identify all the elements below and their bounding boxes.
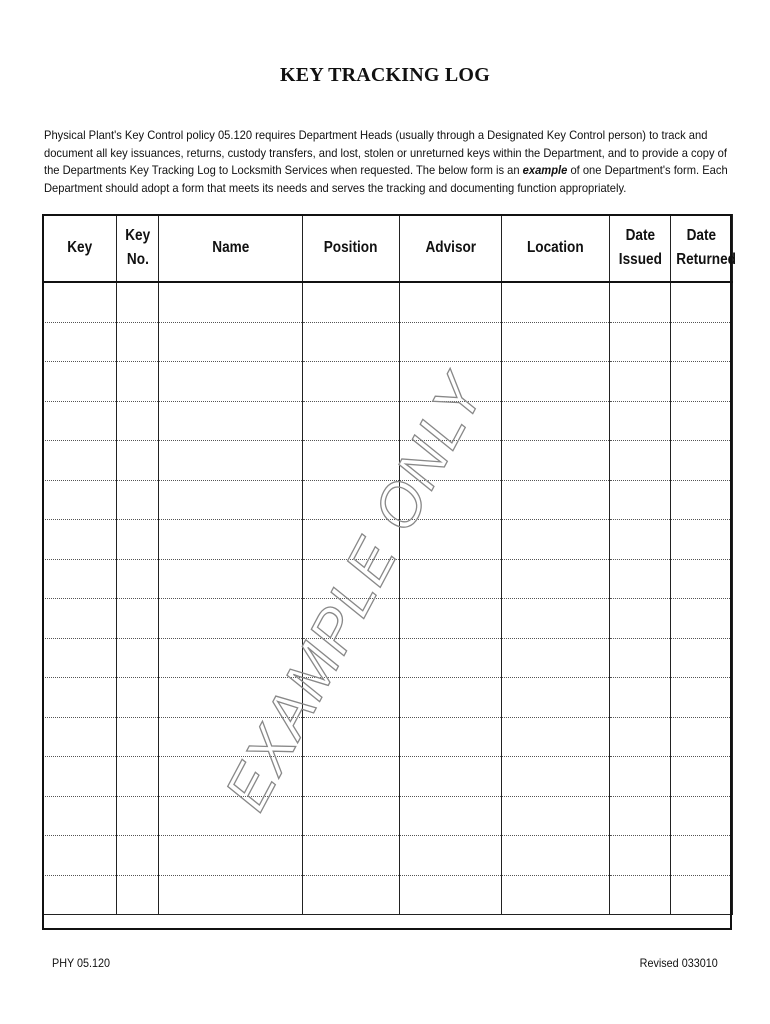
table-cell[interactable]	[303, 836, 400, 876]
table-cell[interactable]	[502, 282, 610, 322]
example-only-watermark: EXAMPLE ONLY	[211, 363, 498, 821]
table-cell[interactable]	[117, 362, 159, 402]
table-cell[interactable]	[671, 875, 733, 915]
table-cell[interactable]	[502, 362, 610, 402]
table-cell[interactable]	[610, 875, 671, 915]
table-cell[interactable]	[671, 362, 733, 402]
table-cell[interactable]	[400, 559, 502, 599]
table-cell[interactable]	[610, 362, 671, 402]
table-cell[interactable]	[43, 717, 117, 757]
table-cell[interactable]	[43, 599, 117, 639]
table-cell[interactable]	[159, 559, 303, 599]
table-row	[43, 836, 733, 876]
revision-date: Revised 033010	[639, 956, 718, 970]
table-cell[interactable]	[159, 441, 303, 481]
table-cell[interactable]	[117, 757, 159, 797]
header-name: Name	[159, 215, 303, 283]
table-cell[interactable]	[303, 875, 400, 915]
table-cell[interactable]	[43, 559, 117, 599]
table-cell[interactable]	[303, 282, 400, 322]
header-date-returned: Date Returned	[671, 215, 733, 283]
table-cell[interactable]	[502, 520, 610, 560]
table-cell[interactable]	[159, 520, 303, 560]
table-cell[interactable]	[159, 480, 303, 520]
table-cell[interactable]	[610, 441, 671, 481]
table-cell[interactable]	[610, 401, 671, 441]
table-cell[interactable]	[43, 362, 117, 402]
table-cell[interactable]	[502, 638, 610, 678]
table-cell[interactable]	[159, 282, 303, 322]
table-cell[interactable]	[303, 401, 400, 441]
table-cell[interactable]	[117, 322, 159, 362]
header-position: Position	[303, 215, 400, 283]
table-cell[interactable]	[671, 796, 733, 836]
table-cell[interactable]	[43, 480, 117, 520]
form-number: PHY 05.120	[52, 956, 111, 970]
table-row	[43, 717, 733, 757]
table-cell[interactable]	[159, 836, 303, 876]
table-row	[43, 401, 733, 441]
table-cell[interactable]	[43, 836, 117, 876]
table-cell[interactable]	[610, 282, 671, 322]
table-cell[interactable]	[502, 401, 610, 441]
table-cell[interactable]	[671, 678, 733, 718]
table-cell[interactable]	[502, 836, 610, 876]
table-cell[interactable]	[671, 520, 733, 560]
table-cell[interactable]	[610, 757, 671, 797]
table-row	[43, 875, 733, 915]
table-cell[interactable]	[671, 638, 733, 678]
intro-text-part2: of one Department's form. Each Department should adopt a form that meets its needs and serves the tracking and documenting function appropriately.	[44, 163, 728, 195]
table-cell[interactable]	[610, 836, 671, 876]
table-cell[interactable]	[159, 362, 303, 402]
table-cell[interactable]	[502, 559, 610, 599]
table-cell[interactable]	[43, 757, 117, 797]
table-cell[interactable]	[400, 875, 502, 915]
table-row	[43, 322, 733, 362]
table-cell[interactable]	[159, 401, 303, 441]
table-row	[43, 638, 733, 678]
table-cell[interactable]	[671, 401, 733, 441]
table-cell[interactable]	[502, 796, 610, 836]
table-row	[43, 599, 733, 639]
table-cell[interactable]	[610, 717, 671, 757]
table-cell[interactable]	[502, 441, 610, 481]
table-cell[interactable]	[303, 362, 400, 402]
table-cell[interactable]	[502, 599, 610, 639]
table-cell[interactable]	[502, 717, 610, 757]
table-cell[interactable]	[117, 599, 159, 639]
table-cell[interactable]	[43, 401, 117, 441]
table-cell[interactable]	[671, 282, 733, 322]
table-cell[interactable]	[43, 875, 117, 915]
table-cell[interactable]	[671, 322, 733, 362]
table-cell[interactable]	[43, 520, 117, 560]
page-title: KEY TRACKING LOG	[280, 64, 490, 86]
table-cell[interactable]	[117, 875, 159, 915]
table-cell[interactable]	[159, 875, 303, 915]
table-cell[interactable]	[502, 757, 610, 797]
table-cell[interactable]	[117, 796, 159, 836]
table-cell[interactable]	[117, 678, 159, 718]
table-cell[interactable]	[400, 796, 502, 836]
table-cell[interactable]	[117, 638, 159, 678]
table-cell[interactable]	[43, 638, 117, 678]
header-key: Key	[43, 215, 117, 283]
table-cell[interactable]	[502, 875, 610, 915]
table-cell[interactable]	[117, 282, 159, 322]
intro-emphasis: example	[522, 163, 568, 177]
table-cell[interactable]	[117, 441, 159, 481]
header-advisor: Advisor	[400, 215, 502, 283]
table-cell[interactable]	[610, 796, 671, 836]
table-cell[interactable]	[610, 520, 671, 560]
table-cell[interactable]	[671, 559, 733, 599]
table-row	[43, 757, 733, 797]
table-row	[43, 796, 733, 836]
table-cell[interactable]	[43, 796, 117, 836]
table-cell[interactable]	[400, 599, 502, 639]
table-cell[interactable]	[400, 757, 502, 797]
table-cell[interactable]	[671, 757, 733, 797]
table-cell[interactable]	[671, 599, 733, 639]
table-header-row	[43, 215, 733, 283]
table-cell[interactable]	[43, 678, 117, 718]
table-cell[interactable]	[610, 678, 671, 718]
intro-text-part1: Physical Plant's Key Control policy 05.120 requires Department Heads (usually through a Designated Key Control person) to track and document all key issuances, returns, custody transfers, and lost, stolen or unreturned keys within the Department, and to provide a copy of the Departments Key Tracking Log to Locksmith Services when requested. The below form is an	[44, 128, 727, 177]
table-cell[interactable]	[610, 322, 671, 362]
table-cell[interactable]	[671, 441, 733, 481]
table-cell[interactable]	[43, 441, 117, 481]
table-cell[interactable]	[400, 282, 502, 322]
table-cell[interactable]	[502, 322, 610, 362]
table-cell[interactable]	[610, 638, 671, 678]
table-cell[interactable]	[610, 480, 671, 520]
table-cell[interactable]	[117, 559, 159, 599]
table-cell[interactable]	[400, 322, 502, 362]
table-row	[43, 678, 733, 718]
table-cell[interactable]	[303, 796, 400, 836]
table-cell[interactable]	[117, 401, 159, 441]
table-cell[interactable]	[43, 282, 117, 322]
table-cell[interactable]	[502, 678, 610, 718]
table-cell[interactable]	[671, 717, 733, 757]
header-location: Location	[502, 215, 610, 283]
intro-paragraph	[44, 127, 732, 197]
table-cell[interactable]	[610, 599, 671, 639]
table-cell[interactable]	[117, 520, 159, 560]
header-key-no: Key No.	[117, 215, 159, 283]
table-cell[interactable]	[303, 757, 400, 797]
table-cell[interactable]	[303, 322, 400, 362]
table-cell[interactable]	[671, 836, 733, 876]
table-cell[interactable]	[610, 559, 671, 599]
table-cell[interactable]	[671, 480, 733, 520]
table-cell[interactable]	[117, 836, 159, 876]
table-cell[interactable]	[400, 717, 502, 757]
table-cell[interactable]	[159, 599, 303, 639]
table-cell[interactable]	[159, 322, 303, 362]
table-cell[interactable]	[43, 322, 117, 362]
table-cell[interactable]	[400, 638, 502, 678]
table-cell[interactable]	[117, 480, 159, 520]
table-cell[interactable]	[400, 836, 502, 876]
header-date-issued: Date Issued	[610, 215, 671, 283]
table-cell[interactable]	[502, 480, 610, 520]
table-cell[interactable]	[117, 717, 159, 757]
table-row	[43, 282, 733, 322]
table-row	[43, 362, 733, 402]
table-cell[interactable]	[400, 678, 502, 718]
